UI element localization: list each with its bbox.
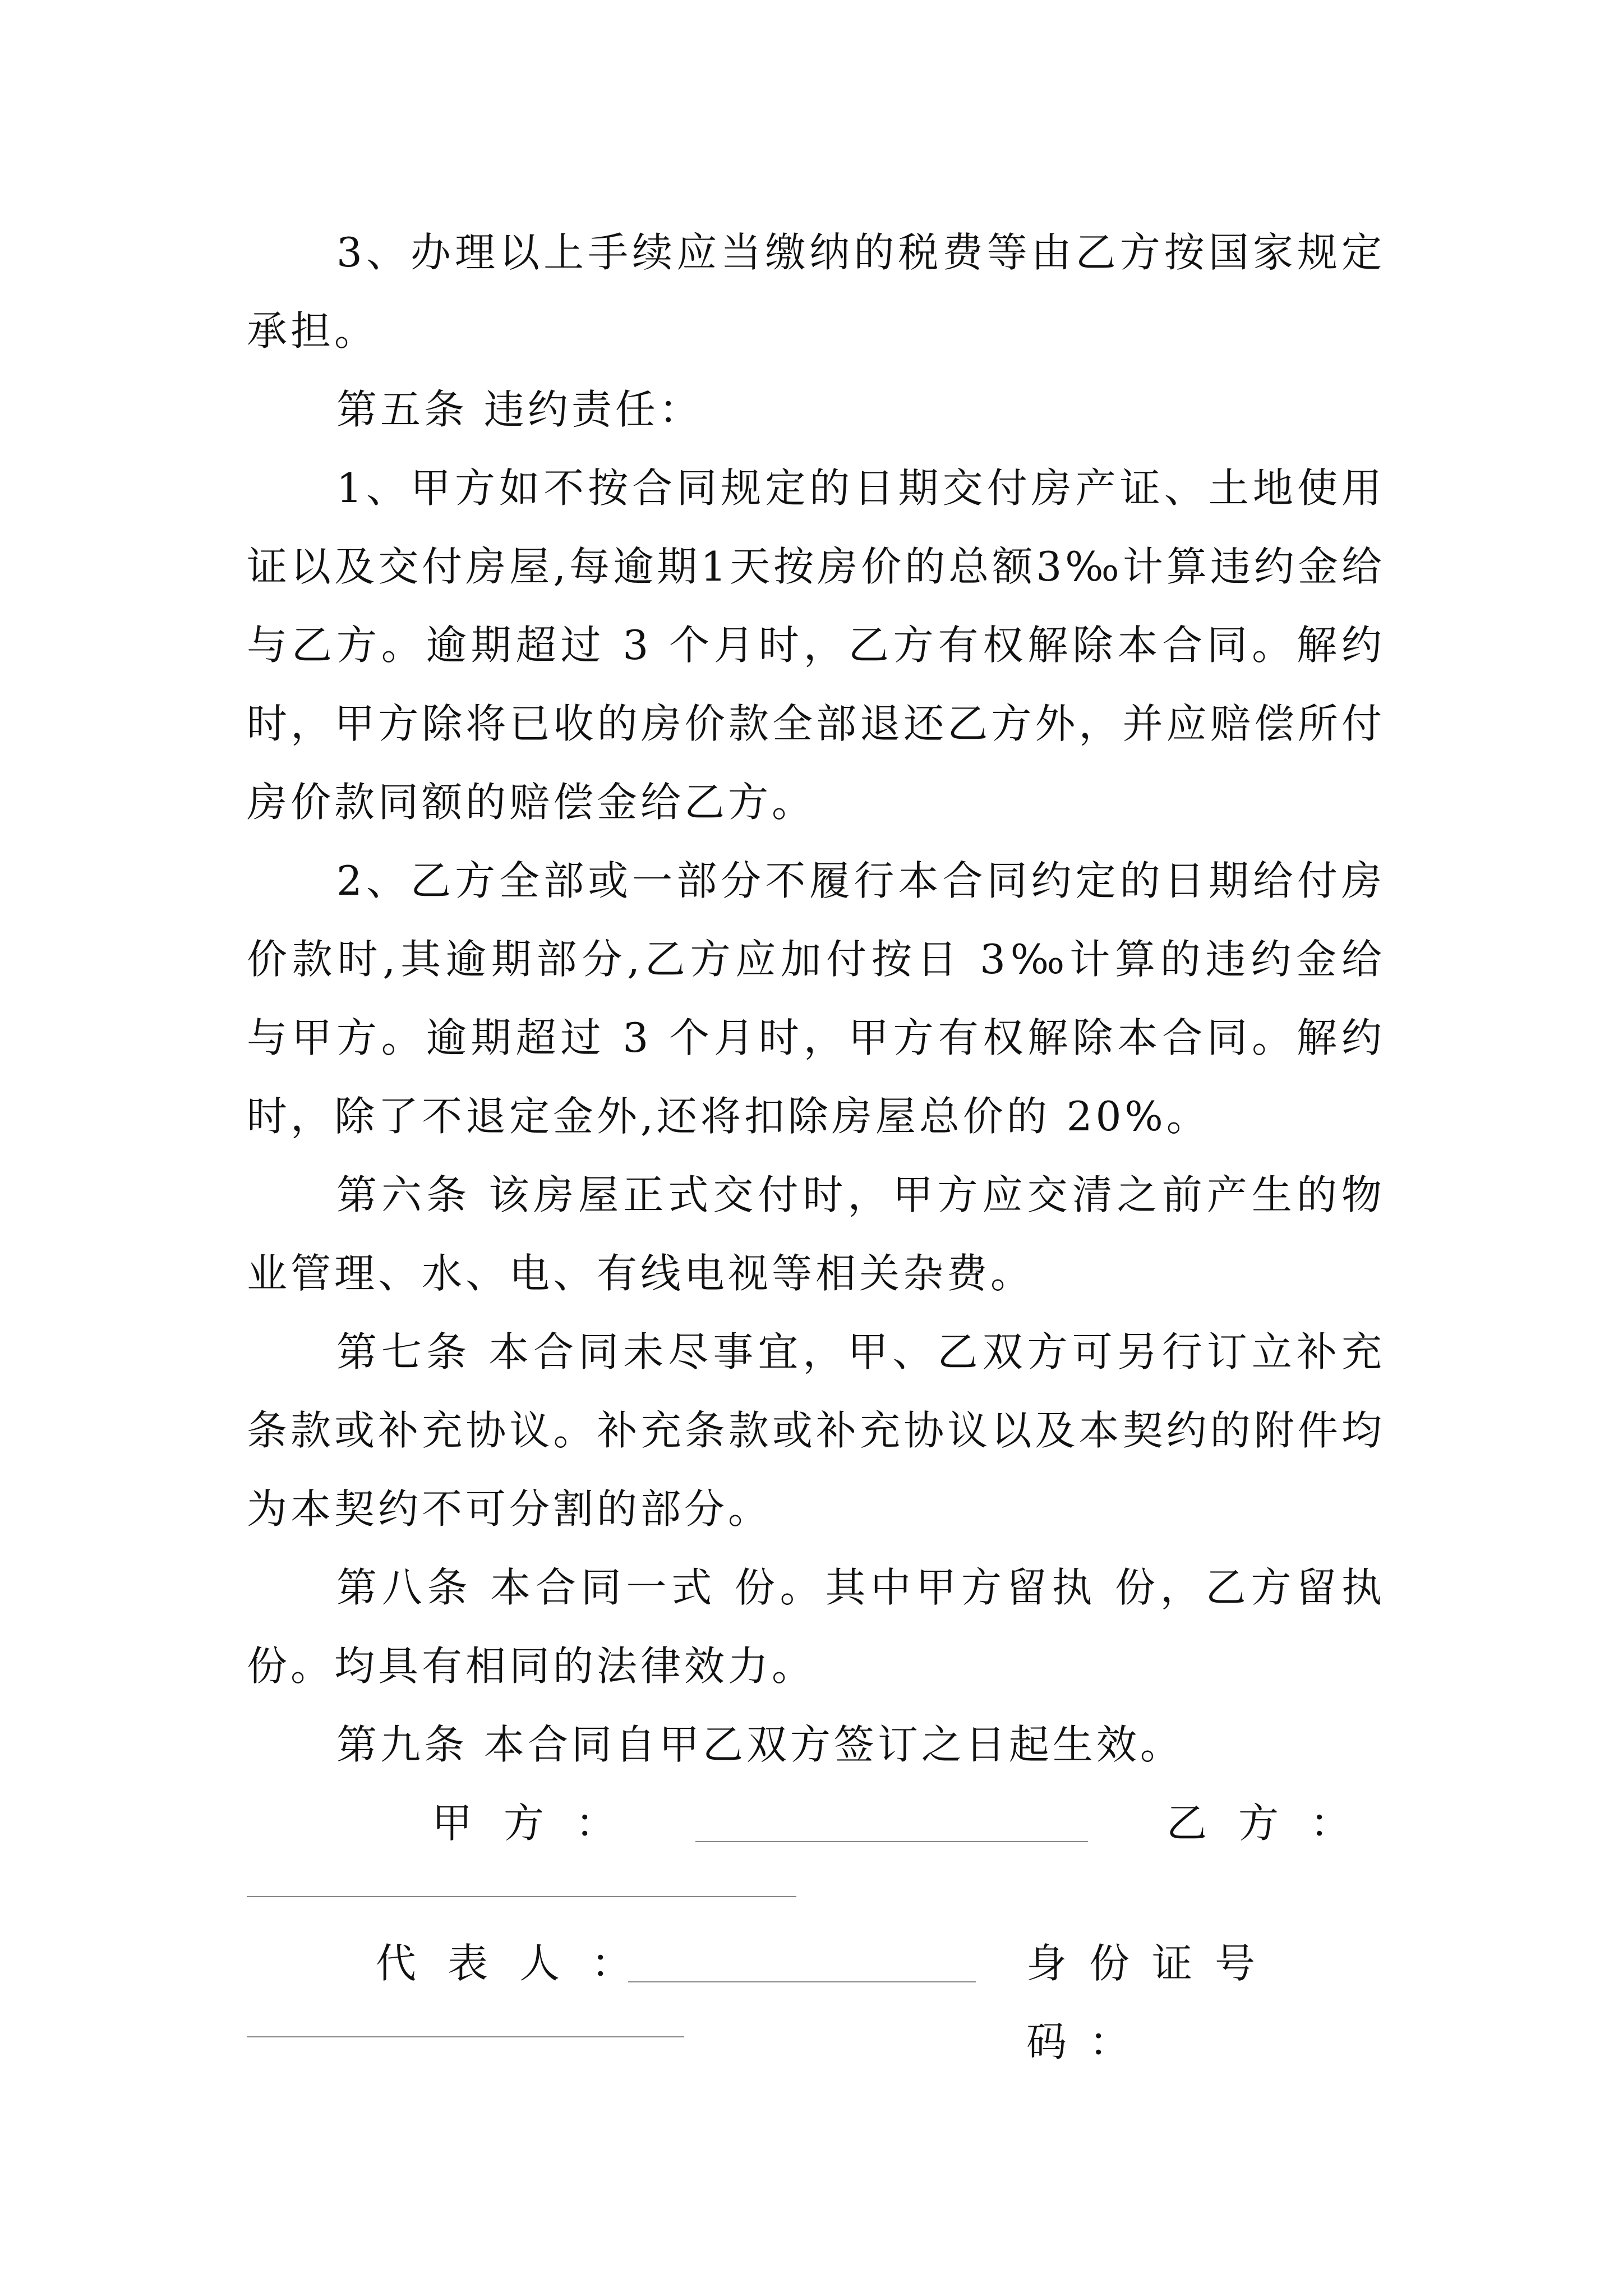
party-a-label: 甲方：	[432, 1800, 648, 1847]
clause-party-b-breach: 2、乙方全部或一部分不履行本合同约定的日期给付房价款时,其逾期部分,乙方应加付按日 3‰计算的违约金给与甲方。逾期超过 3 个月时，甲方有权解除本合同。解约时，除了不退定金外,还将扣除房屋总价的 20%。	[247, 857, 1385, 1140]
party-a-signature-blank[interactable]	[695, 1796, 1088, 1842]
party-b-signature-blank[interactable]	[247, 1885, 796, 1897]
article-8: 第八条 本合同一式 份。其中甲方留执 份，乙方留执份。均具有相同的法律效力。	[247, 1564, 1385, 1690]
party-b-signature-row	[247, 1862, 1385, 1924]
id-number-row	[247, 2003, 1385, 2064]
clause-tax-fees: 3、办理以上手续应当缴纳的税费等由乙方按国家规定承担。	[247, 229, 1385, 355]
article-5-heading: 第五条 违约责任：	[336, 386, 703, 433]
clause-party-a-breach: 1、甲方如不按合同规定的日期交付房产证、土地使用证以及交付房屋,每逾期1天按房价的总额3‰计算违约金给与乙方。逾期超过 3 个月时，乙方有权解除本合同。解约时，甲方除将已收的房价款全部退还乙方外，并应赔偿所付房价款同额的赔偿金给乙方。	[247, 464, 1385, 826]
article-7: 第七条 本合同未尽事宜，甲、乙双方可另行订立补充条款或补充协议。补充条款或补充协议以及本契约的附件均为本契约不可分割的部分。	[247, 1328, 1385, 1533]
id-number-label: 身份证号码：	[1026, 1940, 1278, 2065]
signature-row-representative	[247, 1924, 1385, 2065]
contract-body	[247, 213, 1385, 2064]
party-b-label: 乙方：	[1166, 1800, 1382, 1847]
article-6: 第六条 该房屋正式交付时，甲方应交清之前产生的物业管理、水、电、有线电视等相关杂费。	[247, 1171, 1385, 1297]
id-number-blank[interactable]	[247, 2025, 684, 2037]
signature-row-parties	[247, 1784, 1385, 1862]
representative-blank[interactable]	[628, 1936, 976, 1982]
representative-label: 代表人：	[376, 1940, 663, 1987]
article-9: 第九条 本合同自甲乙双方签订之日起生效。	[336, 1721, 1184, 1768]
